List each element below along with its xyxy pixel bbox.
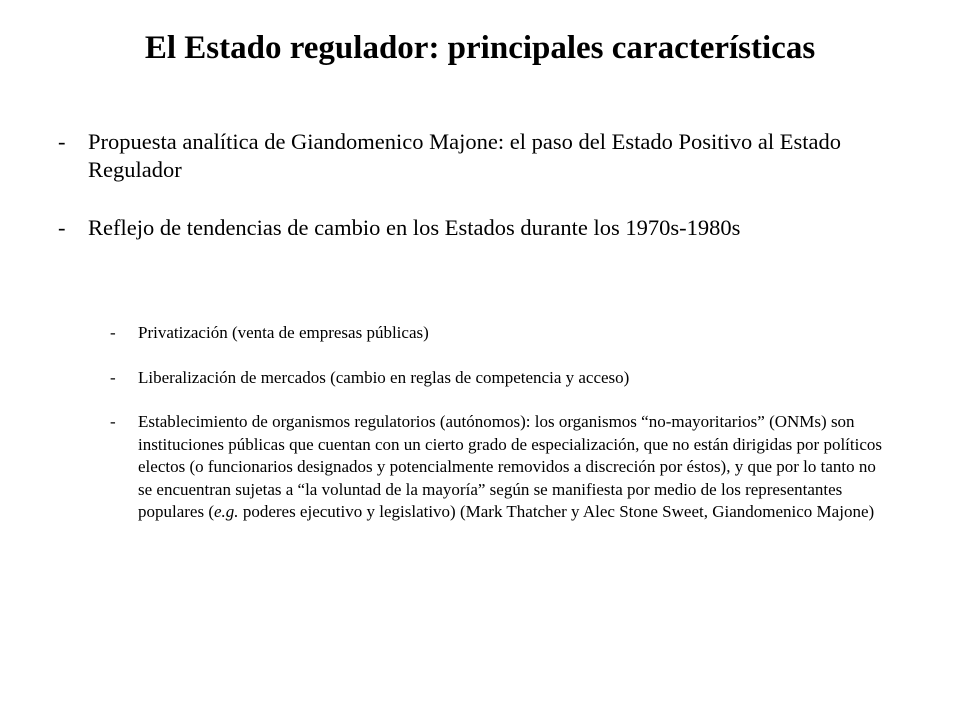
main-bullet-item (58, 214, 858, 242)
sub-bullet-text-part: poderes ejecutivo y legislativo) (Mark Thatcher y Alec Stone Sweet, Giandomenico Majone) (238, 502, 875, 521)
sub-bullet-list (110, 322, 890, 524)
main-bullet-text: Reflejo de tendencias de cambio en los Estados durante los 1970s-1980s (88, 215, 741, 240)
main-bullet-item (58, 128, 858, 184)
sub-bullet-text: Liberalización de mercados (cambio en reglas de competencia y acceso) (138, 367, 630, 387)
sub-bullet-text-part: Establecimiento de organismos regulatorios (autónomos): los organismos “no-mayoritarios” (ONMs) son instituciones públicas que cuentan con un cierto grado de especialización, que no están dirigidas por políticos electos (o funcionarios designados y potencialmente removidos a discreción por éstos), y que por lo tanto no se encuentran sujetas a “la voluntad de la mayoría” según se manifiesta por medio de los representantes populares ( (138, 412, 882, 521)
main-bullet-text: Propuesta analítica de Giandomenico Majone: el paso del Estado Positivo al Estado Regulador (88, 129, 841, 182)
main-bullet-list (58, 128, 858, 272)
sub-bullet-item (110, 411, 890, 524)
bullet-dash: - (58, 215, 66, 240)
sub-bullet-item (110, 367, 890, 390)
sub-bullet-text: Privatización (venta de empresas públicas) (138, 323, 429, 342)
bullet-dash: - (110, 412, 116, 431)
bullet-dash: - (110, 323, 116, 342)
sub-bullet-item (110, 322, 890, 345)
bullet-dash: - (110, 367, 116, 387)
sub-bullet-text (138, 411, 890, 524)
slide-title: El Estado regulador: principales características (144, 30, 816, 66)
italic-abbreviation: e.g. (214, 502, 239, 521)
bullet-dash: - (58, 129, 66, 154)
